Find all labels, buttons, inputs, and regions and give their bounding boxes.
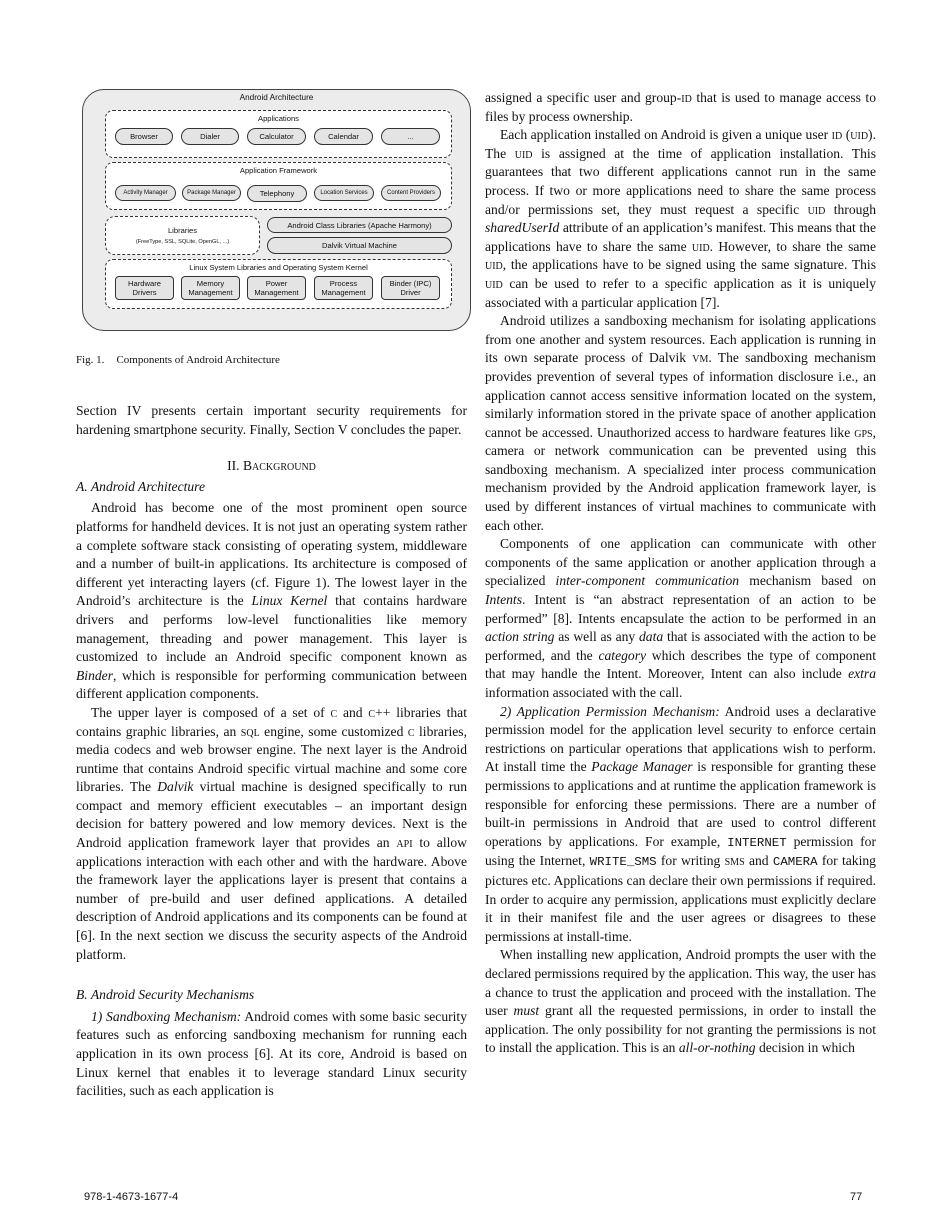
kernel-process-management: Process Management (314, 276, 373, 300)
footer-page-number: 77 (850, 1191, 863, 1203)
applications-layer (105, 110, 452, 158)
libraries-layer (105, 216, 260, 255)
architecture-paragraph-1: Android has become one of the most prominent open source platforms for handheld devices. It is not just an operating system rather a complete software stack consisting of operating system, middleware and a number of built-in applications. Its architecture is composed of different yet interacting layers (cf. Figure 1). The lowest layer in the Android’s architecture is the Linux Kernel that contains hardware drivers and performs low-level functionalities like memory management, threading and power management. This layer is customized to include an Android specific component known as Binder, which is responsible for performing communication between different application components. (76, 500, 467, 702)
framework-layer (105, 162, 452, 210)
caption-text: Components of Android Architecture (116, 354, 280, 366)
app-browser: Browser (115, 128, 173, 145)
fw-content-providers: Content Providers (381, 185, 441, 201)
intro-paragraph: Section IV presents certain important security requirements for hardening smartphone security. Finally, Section V concludes the paper. (76, 403, 467, 437)
android-class-libraries: Android Class Libraries (Apache Harmony) (267, 217, 452, 233)
intents-paragraph: Components of one application can communicate with other components of the same application or another application through a specialized inter-component communication mechanism based on Intents. Intent is “an abstract representation of an action to be performed” [8]. Intents encapsulate the action to be performed in an action string as well as any data that is associated with the action to be performed, and the category which describes the type of component that may handle the Intent. Moreover, Intent can also include extra information associated with the call. (485, 536, 877, 700)
android-architecture-figure (82, 89, 471, 331)
kernel-label: Linux System Libraries and Operating System Kernel (189, 263, 368, 272)
dalvik-virtual-machine: Dalvik Virtual Machine (267, 237, 452, 254)
libraries-sub: (FreeType, SSL, SQLite, OpenGL, ...) (135, 239, 230, 245)
subsection-a-heading: A. Android Architecture (76, 478, 205, 494)
sandboxing-paragraph: 1) Sandboxing Mechanism: Android comes with some basic security features such as enforcing sandboxing mechanism for running each application in its own process [6]. At its core, Android is based on Linux kernel that enables it to leverage standard Linux security facilities, such as each application is (76, 1008, 467, 1099)
section-heading: II. Background (227, 458, 316, 474)
fw-telephony: Telephony (247, 185, 307, 202)
architecture-paragraph-2: The upper layer is composed of a set of c and c++ libraries that contains graphic libraries, an sql engine, some customized c libraries, media codecs and web browser engine. The next layer is the Android runtime that contains Android specific virtual machine and some core libraries. The Dalvik virtual machine is designed specifically to run compact and memory efficient executables – an important design decision for battery powered and low memory devices. Next is the Android application framework layer that provides an api to allow applications interaction with each other and with the hardware. Above the framework layer the applications layer is present that contains a number of pre-build and user defined applications. A detailed description of Android applications and its components can be found at [6]. In the next section we discuss the security aspects of the Android platform. (76, 704, 468, 962)
fw-location-services: Location Services (314, 185, 374, 201)
figure-caption (76, 354, 280, 366)
kernel-layer (105, 259, 452, 309)
libraries-label: Libraries (167, 226, 198, 235)
app-calendar: Calendar (314, 128, 373, 145)
app-calculator: Calculator (247, 128, 306, 145)
figure-title: Android Architecture (239, 93, 314, 102)
permission-paragraph: 2) Application Permission Mechanism: Android uses a declarative permission model for the application level security to enforce certain restrictions on particular operations that applications wish to perform. At install time the Package Manager is responsible for granting these permissions to applications and at runtime the application framework is responsible for enforcing these permissions. There are a number of built-in permissions in Android that are used to control different operations by applications. For example, INTERNET permission for using the Internet, WRITE_SMS for writing sms and CAMERA for taking pictures etc. Applications can declare their own permissions if required. In order to acquire any permission, applications must explicitly declare it in their manifest file and the user agrees or disagrees to these permissions at install-time. (485, 703, 877, 944)
isolation-paragraph: Android utilizes a sandboxing mechanism for isolating applications from one another and system resources. Each application is running in its own separate process of Dalvik vm. The sandboxing mechanism provides prevention of several types of information disclosure i.e., an application cannot access sensitive information located on the system, similarly information stored in the private space of another application cannot be accessed. Unauthorized access to hardware features like gps, camera or network communication can be prevented using this sandboxing mechanism. A specialized inter process communication mechanism provided by the Android application framework layer, is used by different instances of virtual machines to communicate with each other. (485, 313, 876, 533)
app-more: ... (381, 128, 440, 145)
subsection-b-heading: B. Android Security Mechanisms (76, 987, 255, 1003)
uid-paragraph: Each application installed on Android is given a unique user id (uid). The uid is assigned at the time of application installation. This guarantees that two different applications cannot run in the same process. If two or more applications need to share the same process and/or permissions set, they must request a specific uid through sharedUserId attribute of an application’s manifest. This means that the applications have to share the same uid. However, to share the same uid, the applications have to be signed using the same signature. This uid can be used to refer to a specific application as it is uniquely associated with a particular application [7]. (485, 127, 877, 310)
footer-isbn: 978-1-4673-1677-4 (84, 1191, 179, 1203)
kernel-memory-management: Memory Management (181, 276, 240, 300)
kernel-hardware-drivers: Hardware Drivers (115, 276, 174, 300)
right-column (485, 89, 876, 1058)
install-prompt-paragraph: When installing new application, Android prompts the user with the declared permissions required by the application. This way, the user has a chance to trust the application and proceed with the installation. The user must grant all the requested permissions, in order to install the application. The only possibility for not granting the permissions is not to install the application. This is an all-or-nothing decision in which (485, 947, 876, 1056)
caption-label: Fig. 1. (76, 354, 105, 366)
applications-label: Applications (258, 114, 299, 123)
framework-label: Application Framework (239, 166, 318, 175)
kernel-power-management: Power Management (247, 276, 306, 300)
left-column (76, 402, 467, 1101)
fw-activity-manager: Activity Manager (115, 185, 176, 201)
uid-paragraph-continued: assigned a specific user and group-id that is used to manage access to files by process ownership. (485, 90, 876, 124)
fw-package-manager: Package Manager (182, 185, 241, 201)
kernel-binder-driver: Binder (IPC) Driver (381, 276, 440, 300)
app-dialer: Dialer (181, 128, 239, 145)
